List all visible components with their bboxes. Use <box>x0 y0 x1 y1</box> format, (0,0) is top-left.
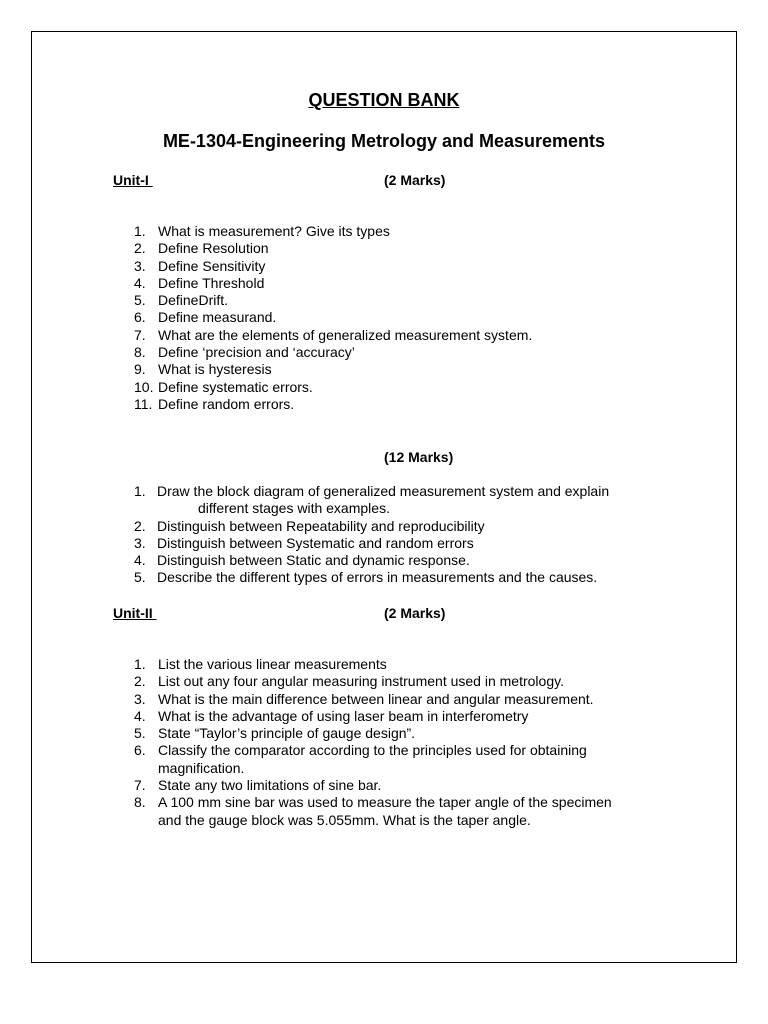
question-item <box>0 552 470 569</box>
question-text: List out any four angular measuring instrument used in metrology. <box>158 673 564 690</box>
question-text: Define random errors. <box>158 395 295 412</box>
question-text-continuation: and the gauge block was 5.055mm. What is the taper angle. <box>158 811 531 828</box>
question-list <box>0 483 610 587</box>
question-number: 2. <box>134 240 146 257</box>
question-number: 5. <box>134 725 146 742</box>
question-text: Define Resolution <box>158 240 269 257</box>
question-text: Draw the block diagram of generalized measurement system and explain <box>157 483 610 499</box>
question-text-continuation: different stages with examples. <box>198 500 390 517</box>
question-text: What is the advantage of using laser beam in interferometry <box>158 707 529 724</box>
question-item <box>0 569 598 586</box>
question-list <box>0 656 612 829</box>
question-text: Define Threshold <box>158 274 265 291</box>
question-list <box>0 223 533 413</box>
question-item <box>0 275 374 292</box>
question-text: Define Sensitivity <box>158 257 266 274</box>
question-item <box>0 344 374 361</box>
document-title: QUESTION BANK <box>308 90 460 110</box>
question-number: 1. <box>134 483 146 499</box>
question-number: 5. <box>134 292 146 309</box>
question-number: 3. <box>134 534 146 551</box>
question-item <box>0 656 454 673</box>
question-item <box>0 326 533 344</box>
question-number: 3. <box>134 257 146 274</box>
question-number: 7. <box>134 326 146 343</box>
question-item <box>0 707 529 725</box>
question-text: DefineDrift. <box>158 292 229 309</box>
question-item <box>0 517 485 535</box>
question-number: 9. <box>134 361 146 378</box>
question-item <box>0 361 374 378</box>
question-text: What is hysteresis <box>158 361 272 378</box>
question-number: 5. <box>134 569 146 586</box>
question-item <box>0 309 374 326</box>
document-subtitle: ME-1304-Engineering Metrology and Measurements <box>162 131 606 151</box>
question-text: Distinguish between Static and dynamic response. <box>157 552 470 569</box>
question-text: What is the main difference between linear and angular measurement. <box>158 690 594 707</box>
question-item <box>0 742 587 777</box>
question-text-continuation: magnification. <box>158 759 245 776</box>
question-text: What is measurement? Give its types <box>158 223 390 239</box>
question-item <box>0 258 374 275</box>
question-item <box>0 240 374 257</box>
question-item <box>0 673 564 690</box>
question-item <box>0 379 374 396</box>
question-number: 11. <box>134 395 153 412</box>
question-item <box>0 534 474 552</box>
question-item <box>0 396 374 413</box>
question-number: 3. <box>134 690 146 707</box>
question-number: 8. <box>134 344 146 361</box>
question-item <box>0 794 612 829</box>
question-number: 8. <box>134 794 146 811</box>
question-number: 4. <box>134 552 146 569</box>
question-item <box>0 292 374 309</box>
unit-heading: Unit-II <box>113 605 157 621</box>
question-text: Define systematic errors. <box>158 378 313 395</box>
question-text: State any two limitations of sine bar. <box>158 777 382 794</box>
question-item <box>0 223 390 240</box>
question-text: State “Taylor’s principle of gauge design”. <box>158 725 416 742</box>
question-text: Distinguish between Repeatability and reproducibility <box>157 517 485 534</box>
question-text: Distinguish between Systematic and random errors <box>157 534 474 551</box>
question-number: 10. <box>134 378 154 395</box>
marks-heading: (2 Marks) <box>384 605 446 621</box>
question-item <box>0 725 454 742</box>
question-text: What are the elements of generalized measurement system. <box>158 326 533 343</box>
question-item <box>0 777 454 794</box>
question-text: Define ‘precision and ‘accuracy’ <box>158 344 355 361</box>
question-number: 2. <box>134 517 146 534</box>
question-text: Describe the different types of errors in measurements and the causes. <box>157 569 598 586</box>
unit-heading: Unit-I <box>113 172 153 188</box>
question-number: 4. <box>134 274 146 291</box>
question-number: 4. <box>134 707 146 724</box>
question-item <box>0 690 594 708</box>
question-number: 6. <box>134 309 146 326</box>
marks-heading: (12 Marks) <box>384 449 454 465</box>
question-text: Classify the comparator according to the principles used for obtaining <box>158 742 587 759</box>
question-text: List the various linear measurements <box>158 656 387 672</box>
marks-heading: (2 Marks) <box>384 172 446 188</box>
question-number: 1. <box>134 223 146 239</box>
question-text: A 100 mm sine bar was used to measure the taper angle of the specimen <box>158 794 612 811</box>
question-number: 6. <box>134 742 146 759</box>
question-number: 1. <box>134 656 146 672</box>
question-text: Define measurand. <box>158 309 277 326</box>
question-number: 7. <box>134 777 146 794</box>
question-number: 2. <box>134 673 146 690</box>
question-item <box>0 483 610 518</box>
